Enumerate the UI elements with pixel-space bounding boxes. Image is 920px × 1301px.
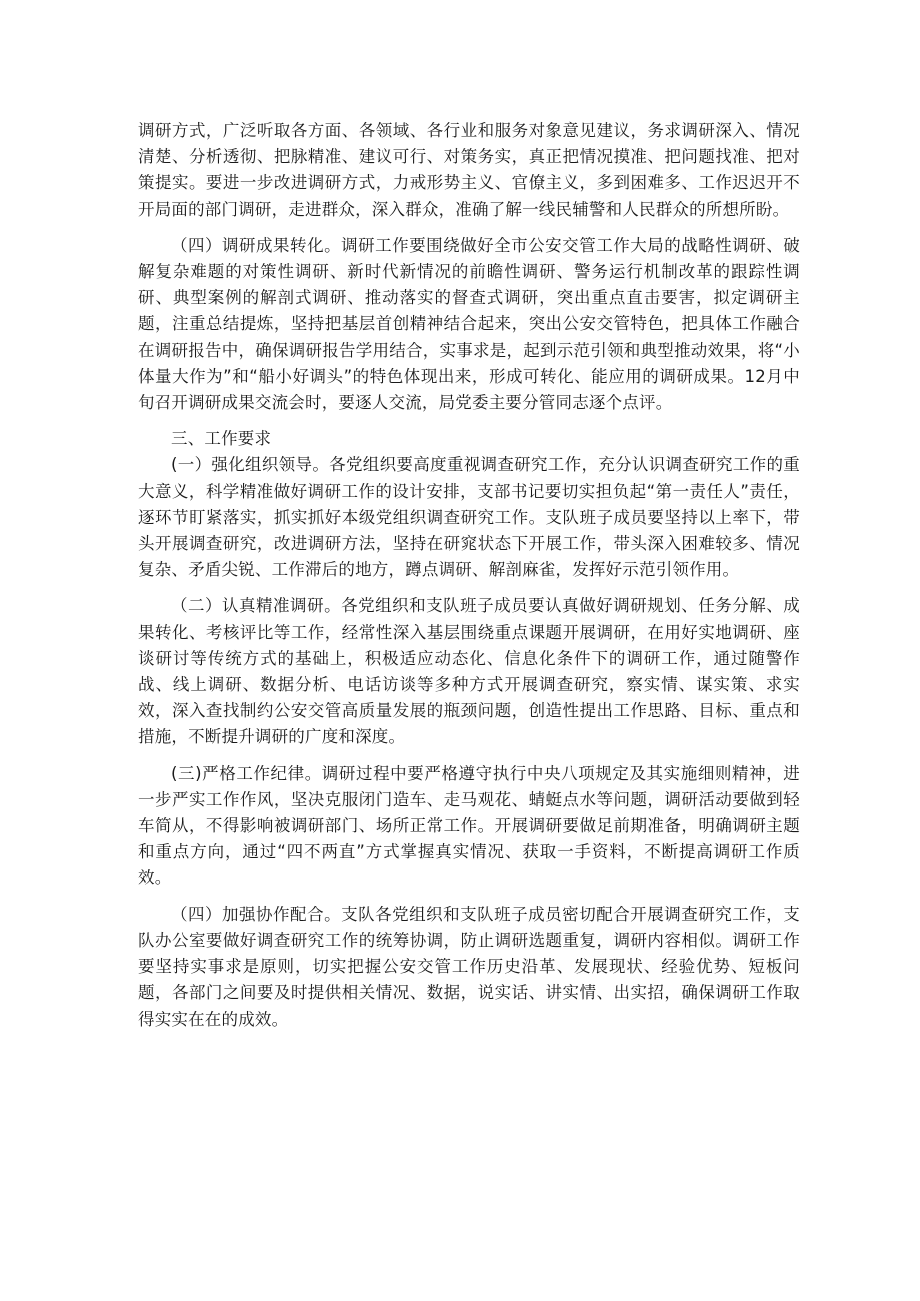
paragraph-work-discipline: (三)严格工作纪律。调研过程中要严格遵守执行中央八项规定及其实施细则精神，进一步严实工作作风，坚决克服闭门造车、走马观花、蜻蜓点水等问题，调研活动要做到轻车简从，不得影响被调研部门、场所正常工作。开展调研要做足前期准备，明确调研主题和重点方向，通过“四不两直”方式掌握真实情况、获取一手资料，不断提高调研工作质效。 xyxy=(138,763,800,888)
paragraph-organization-leadership: (一）强化组织领导。各党组织要高度重视调查研究工作，充分认识调查研究工作的重大意义，科学精准做好调研工作的设计安排，支部书记要切实担负起“第一责任人”责任，逐环节盯紧落实，抓实抓好本级党组织调查研究工作。支队班子成员要坚持以上率下，带头开展调查研究，改进调研方法，坚持在研窕状态下开展工作，带头深入困难较多、情况复杂、矛盾尖锐、工作滞后的地方，蹲点调研、解剖麻雀，发挥好示范引领作用。 xyxy=(138,455,800,580)
paragraph-precise-research: （二）认真精准调研。各党组织和支队班子成员要认真做好调研规划、任务分解、成果转化、考核评比等工作，经常性深入基层围绕重点课题开展调研，在用好实地调研、座谈研讨等传统方式的基础上，积极适应动态化、信息化条件下的调研工作，通过随警作战、线上调研、数据分析、电话访谈等多种方式开展调查研究，察实情、谋实策、求实效，深入查找制约公安交管高质量发展的瓶颈问题，创造性提出工作思路、目标、重点和措施，不断提升调研的广度和深度。 xyxy=(138,596,800,747)
paragraph-coordination: （四）加强协作配合。支队各党组织和支队班子成员密切配合开展调查研究工作，支队办公室要做好调查研究工作的统筹协调，防止调研选题重复，调研内容相似。调研工作要坚持实事求是原则，切实把握公安交管工作历史沿革、发展现状、经验优势、短板问题，各部门之间要及时提供相关情况、数据，说实话、讲实情、出实招，确保调研工作取得实实在在的成效。 xyxy=(138,904,800,1029)
document-body xyxy=(138,118,800,1033)
section-heading-work-requirements: 三、工作要求 xyxy=(171,429,272,449)
paragraph-research-results: （四）调研成果转化。调研工作要围绕做好全市公安交管工作大局的战略性调研、破解复杂难题的对策性调研、新时代新情况的前瞻性调研、警务运行机制改革的跟踪性调研、典型案例的解剖式调研、推动落实的督查式调研，突出重点直击要害，拟定调研主题，注重总结提炼，坚持把基层首创精神结合起来，突出公安交管特色，把具体工作融合在调研报告中，确保调研报告学用结合，实事求是，起到示范引领和典型推动效果，将“小体量大作为”和“船小好调头”的特色体现出来，形成可转化、能应用的调研成果。12月中旬召开调研成果交流会时，要逐人交流，局党委主要分管同志逐个点评。 xyxy=(138,235,800,413)
paragraph-continuation: 调研方式，广泛听取各方面、各领域、各行业和服务对象意见建议，务求调研深入、情况清楚、分析透彻、把脉精准、建议可行、对策务实，真正把情况摸准、把问题找准、把对策提实。要进一步改进调研方式，力戒形势主义、官僚主义，多到困难多、工作迟迟开不开局面的部门调研，走进群众，深入群众，准确了解一线民辅警和人民群众的所想所盼。 xyxy=(138,121,800,219)
